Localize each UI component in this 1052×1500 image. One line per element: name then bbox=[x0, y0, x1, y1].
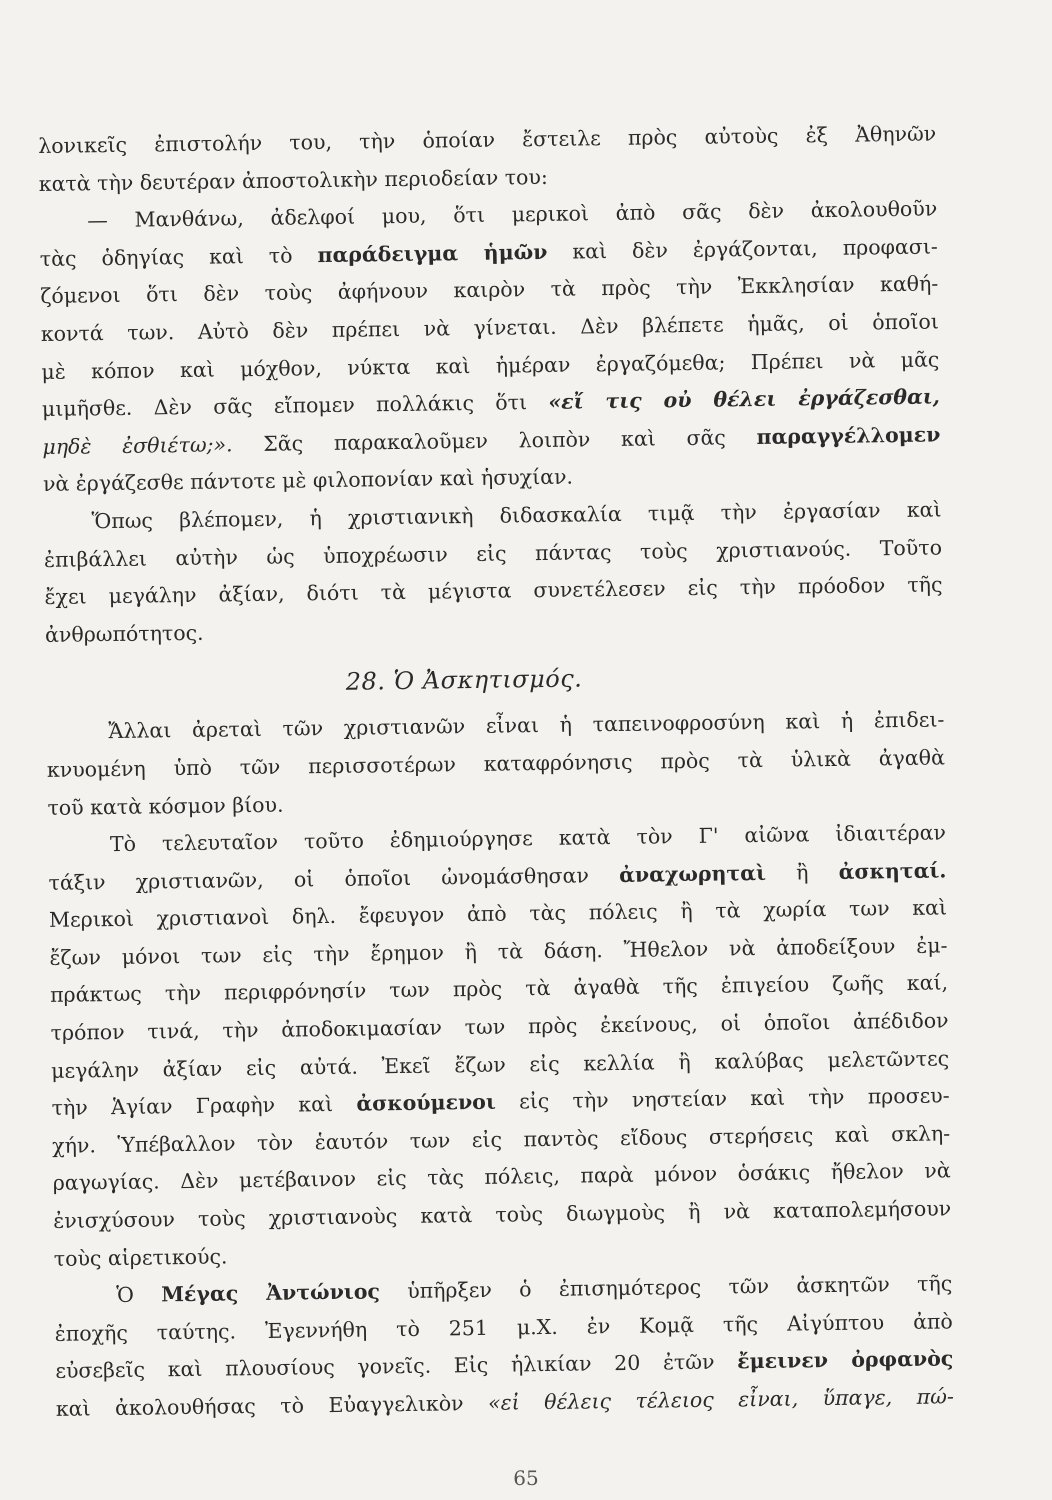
text-span: τάξιν χριστιανῶν, οἱ ὁποῖοι ὠνομάσθησαν bbox=[48, 862, 620, 895]
bold-phrase: παραγγέλλομεν bbox=[756, 422, 941, 449]
text-line: νὰ ἐργάζεσθε πάντοτε μὲ φιλοπονίαν καὶ ἡσυχίαν. bbox=[42, 464, 574, 497]
text-line: κνυομένη ὑπὸ τῶν περισσοτέρων καταφρόνησις πρὸς τὰ ὑλικὰ ἀγαθὰ bbox=[46, 745, 946, 782]
text-line: Μερικοὶ χριστιανοὶ δηλ. ἔφευγον ἀπὸ τὰς πόλεις ἢ τὰ χωρία των καὶ bbox=[48, 895, 948, 933]
bold-phrase: παράδειγμα ἡμῶν bbox=[317, 239, 548, 267]
paragraph bbox=[38, 115, 937, 203]
text-line: χήν. Ὑπέβαλλον τὸν ἑαυτόν των εἰς παντὸς εἴδους στερήσεις καὶ σκλη- bbox=[52, 1121, 951, 1158]
text-span: εἰς τὴν νηστείαν καὶ τὴν προσευ- bbox=[495, 1083, 950, 1114]
page-number: 65 bbox=[513, 1466, 539, 1490]
text-span: καὶ δὲν ἐργάζονται, προφασι- bbox=[547, 234, 938, 264]
text-span: Σᾶς παρακαλοῦμεν λοιπὸν καὶ σᾶς bbox=[232, 424, 757, 457]
paragraph bbox=[46, 702, 945, 827]
text-line: τοῦ κατὰ κόσμον βίου. bbox=[47, 792, 284, 820]
text-line: ἐπιβάλλει αὐτὴν ὡς ὑποχρέωσιν εἰς πάντας τοὺς χριστιανούς. Τοῦτο bbox=[43, 534, 943, 572]
quote-phrase: μηδὲ ἐσθιέτω;». bbox=[42, 432, 233, 459]
bold-phrase: ἀσκηταί. bbox=[838, 858, 947, 884]
section-heading: 28. Ὁ Ἀσκητισμός. bbox=[345, 664, 583, 697]
text-line: κοντά των. Αὐτὸ δὲν πρέπει νὰ γίνεται. Δὲν βλέπετε ἡμᾶς, οἱ ὁποῖοι bbox=[40, 309, 939, 346]
text-line: πράκτως τὴν περιφρόνησίν των πρὸς τὰ ἀγαθὰ τῆς ἐπιγείου ζωῆς καί, bbox=[49, 970, 949, 1008]
text-span: τὰς ὁδηγίας καὶ τὸ bbox=[39, 242, 318, 271]
text-line: Τὸ τελευταῖον τοῦτο ἐδημιούργησε κατὰ τὸν Γ' αἰῶνα ἰδιαιτέραν bbox=[109, 820, 947, 857]
text-line: τρόπον τινά, τὴν ἀποδοκιμασίαν των πρὸς ἐκείνους, οἱ ὁποῖοι ἀπέδιδον bbox=[50, 1008, 949, 1045]
text-line: ραγωγίας. Δὲν μετέβαινον εἰς τὰς πόλεις, παρὰ μόνον ὁσάκις ἤθελον νὰ bbox=[52, 1158, 951, 1196]
text-line: — Μανθάνω, ἀδελφοί μου, ὅτι μερικοὶ ἀπὸ σᾶς δὲν ἀκολουθοῦν bbox=[87, 196, 938, 233]
text-span: ἢ bbox=[765, 859, 839, 885]
text-line: μὲ κόπον καὶ μόχθον, νύκτα καὶ ἡμέραν ἐργαζόμεθα; Πρέπει νὰ μᾶς bbox=[41, 347, 940, 384]
paragraph bbox=[39, 191, 941, 504]
text-line: Ὅπως βλέπομεν, ἡ χριστιανικὴ διδασκαλία τιμᾷ τὴν ἐργασίαν καὶ bbox=[91, 497, 942, 534]
quote-phrase: «εἰ θέλεις τέλειος εἶναι, ὕπαγε, πώ- bbox=[487, 1384, 954, 1415]
bold-phrase: Μέγας Ἀντώνιος bbox=[161, 1279, 381, 1307]
bold-phrase: ἀναχωρηταὶ bbox=[618, 860, 767, 887]
paragraph bbox=[43, 491, 943, 654]
body-text bbox=[38, 115, 954, 1428]
text-line: ἀνθρωπότητος. bbox=[44, 620, 204, 647]
section-heading-wrap bbox=[45, 642, 944, 715]
text-line: μεγάλην ἀξίαν εἰς αὐτά. Ἐκεῖ ἔζων εἰς κελλία ἢ καλύβας μελετῶντες bbox=[50, 1046, 950, 1083]
text-line: ἐνισχύσουν τοὺς χριστιανοὺς κατὰ τοὺς διωγμοὺς ἢ νὰ καταπολεμήσουν bbox=[53, 1196, 952, 1233]
text-line: τοὺς αἱρετικούς. bbox=[53, 1244, 228, 1271]
text-span: καὶ ἀκολουθήσας τὸ Εὐαγγελικὸν bbox=[55, 1390, 489, 1421]
text-span: Ὁ bbox=[116, 1282, 162, 1308]
paragraph bbox=[48, 814, 952, 1278]
bold-phrase: ἀσκούμενοι bbox=[356, 1089, 496, 1116]
bold-phrase: ἔμεινεν ὀρφανὸς bbox=[737, 1346, 954, 1374]
text-line: κατὰ τὴν δευτέραν ἀποστολικὴν περιοδείαν του: bbox=[38, 164, 548, 196]
quote-phrase: «εἴ τις οὐ θέλει ἐργάζεσθαι, bbox=[548, 384, 941, 415]
text-span: εὐσεβεῖς καὶ πλουσίους γονεῖς. Εἰς ἡλικίαν 20 ἐτῶν bbox=[55, 1349, 738, 1384]
text-line: ζόμενοι ὅτι δὲν τοὺς ἀφήνουν καιρὸν τὰ πρὸς τὴν Ἐκκλησίαν καθή- bbox=[40, 271, 939, 309]
text-span: ὑπῆρξεν ὁ ἐπισημότερος τῶν ἀσκητῶν τῆς bbox=[379, 1271, 953, 1304]
text-span: τὴν Ἁγίαν Γραφὴν καὶ bbox=[51, 1091, 357, 1121]
text-line: λονικεῖς ἐπιστολήν του, τὴν ὁποίαν ἔστειλε πρὸς αὐτοὺς ἐξ Ἀθηνῶν bbox=[38, 121, 937, 158]
text-span: μιμῆσθε. Δὲν σᾶς εἴπομεν πολλάκις ὅτι bbox=[41, 390, 549, 422]
paragraph bbox=[54, 1266, 954, 1429]
text-line: ἐποχῆς ταύτης. Ἐγεννήθη τὸ 251 μ.Χ. ἐν Κομᾷ τῆς Αἰγύπτου ἀπὸ bbox=[54, 1309, 953, 1346]
text-line: Ἄλλαι ἀρεταὶ τῶν χριστιανῶν εἶναι ἡ ταπεινοφροσύνη καὶ ἡ ἐπιδει- bbox=[108, 707, 945, 744]
text-line: ἔζων μόνοι των εἰς τὴν ἔρημον ἢ τὰ δάση. Ἤθελον νὰ ἀποδείξουν ἐμ- bbox=[49, 933, 948, 970]
text-line: ἔχει μεγάλην ἀξίαν, διότι τὰ μέγιστα συνετέλεσεν εἰς τὴν πρόοδον τῆς bbox=[44, 572, 943, 610]
